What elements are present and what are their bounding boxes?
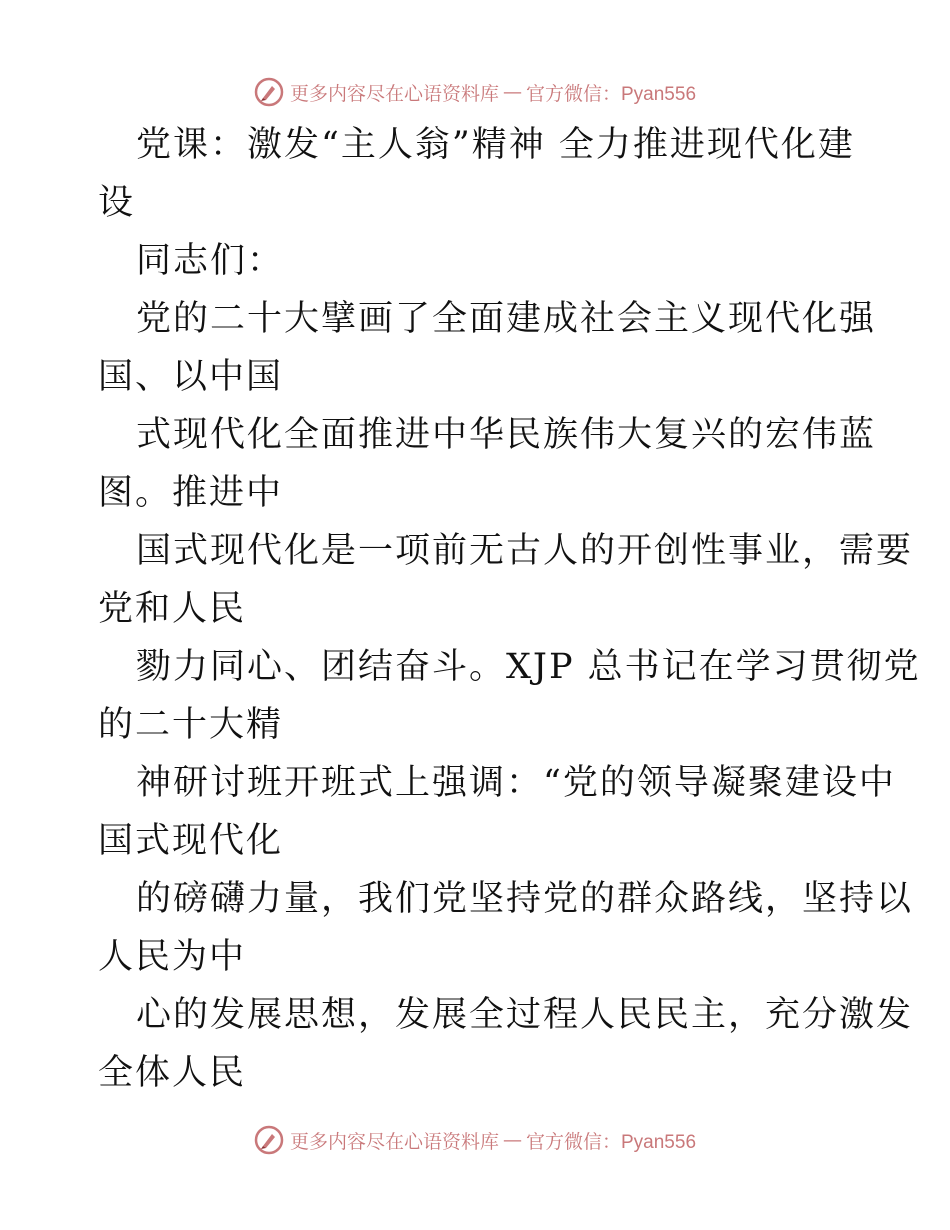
text-line: 国式现代化是一项前无古人的开创性事业，需要 [136, 531, 914, 571]
text-line: 图。推进中 [98, 473, 284, 513]
watermark-separator: — [503, 1129, 522, 1151]
text-line: 党和人民 [98, 589, 247, 629]
text-line: 设 [98, 183, 136, 223]
pen-logo-icon [254, 1125, 284, 1155]
text-line: 党课：激发“主人翁”精神 全力推进现代化建 [136, 125, 855, 165]
watermark-text: 更多内容尽在心语资料库 [289, 1130, 499, 1153]
text-line: 全体人民 [98, 1053, 247, 1093]
text-line: 勠力同心、团结奋斗。XJP 总书记在学习贯彻党 [136, 647, 921, 687]
watermark-text: 更多内容尽在心语资料库 [289, 82, 499, 105]
text-line: 同志们： [136, 241, 285, 281]
text-line: 式现代化全面推进中华民族伟大复兴的宏伟蓝 [136, 415, 877, 455]
pen-logo-icon [254, 77, 284, 107]
text-line: 神研讨班开班式上强调：“党的领导凝聚建设中 [136, 763, 896, 803]
text-line: 党的二十大擘画了全面建成社会主义现代化强 [136, 299, 877, 339]
text-line: 国式现代化 [98, 821, 284, 861]
watermark-contact: 官方微信：Pyan556 [526, 83, 697, 105]
watermark-contact: 官方微信：Pyan556 [526, 1131, 697, 1153]
text-line: 人民为中 [98, 937, 247, 977]
text-line: 的二十大精 [98, 705, 284, 745]
watermark-banner-top [0, 72, 950, 112]
document-body [98, 116, 921, 1102]
watermark-separator: — [503, 81, 522, 103]
text-line: 国、以中国 [98, 357, 284, 397]
text-line: 的磅礴力量，我们党坚持党的群众路线，坚持以 [136, 879, 914, 919]
watermark-banner-bottom [0, 1120, 950, 1160]
text-line: 心的发展思想，发展全过程人民民主，充分激发 [136, 995, 914, 1035]
